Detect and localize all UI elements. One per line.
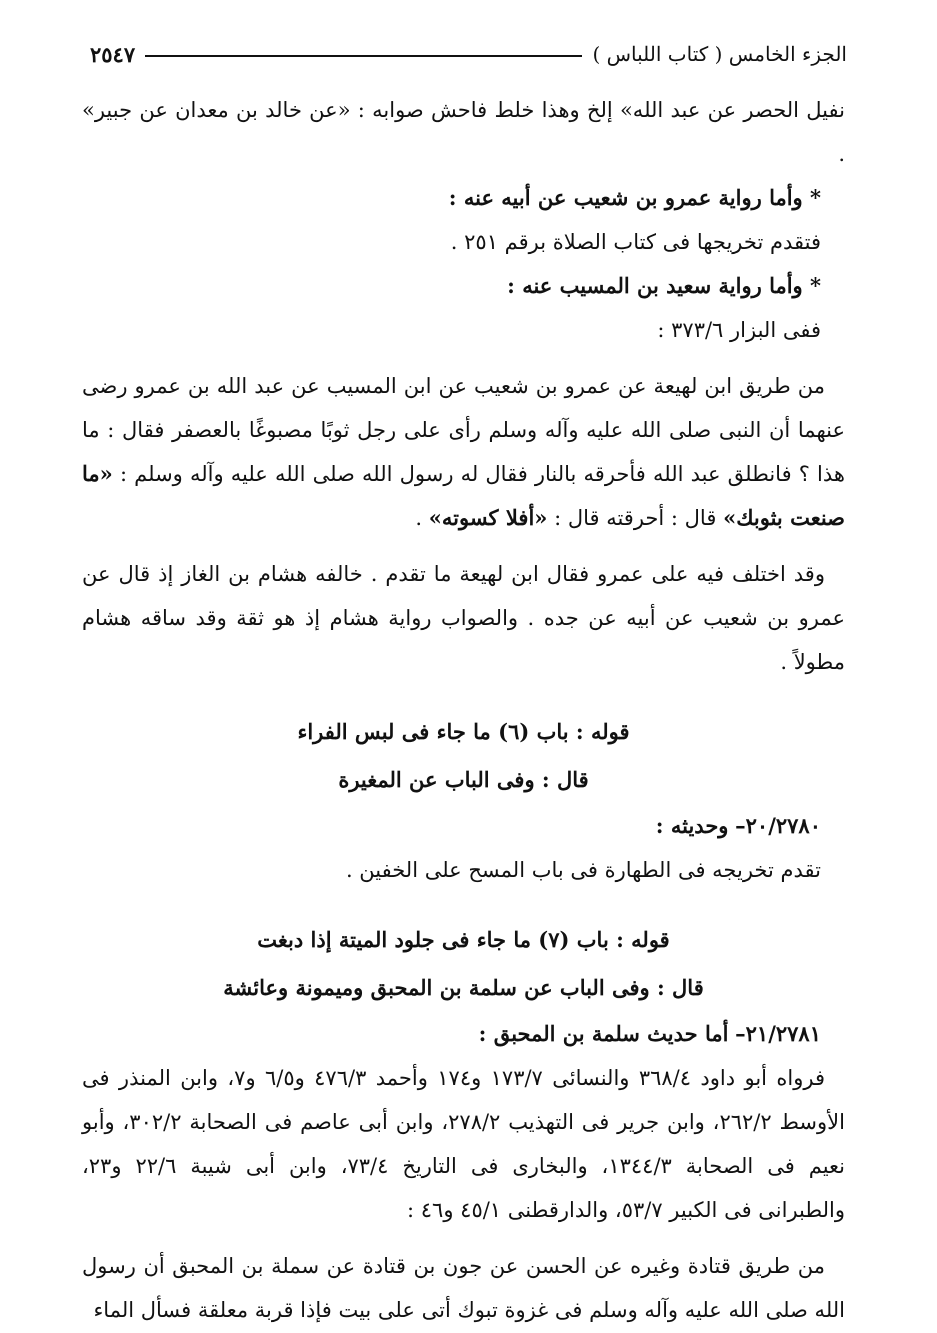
- hadith-label: أما حديث سلمة بن المحبق :: [478, 1021, 729, 1046]
- hadith-quote: «أفلا كسوته»: [428, 505, 548, 530]
- subheading: * وأما رواية عمرو بن شعيب عن أبيه عنه :: [448, 185, 821, 210]
- paragraph-text: .: [415, 506, 423, 530]
- page-header: [90, 34, 847, 74]
- paragraph-text: قال : أحرقته قال :: [554, 506, 717, 530]
- text-line: فتقدم تخريجها فى كتاب الصلاة برقم ٢٥١ .: [450, 230, 821, 254]
- paragraph: [82, 364, 845, 540]
- text-line: نفيل الحصر عن عبد الله» إلخ وهذا خلط فاحش صوابه : «عن خالد بن معدان عن جبير» .: [82, 98, 845, 166]
- paragraph: وقد اختلف فيه على عمرو فقال ابن لهيعة ما تقدم . خالفه هشام بن الغاز إذ قال عن عمرو بن شعيب عن أبيه عن جده . والصواب رواية هشام إذ هو ثقة وقد ساقه هشام مطولاً .: [82, 562, 845, 674]
- text-line: ففى البزار ٣٧٣/٦ :: [657, 318, 821, 342]
- header-rule: [145, 55, 582, 57]
- chapter-subtitle: قال : وفى الباب عن المغيرة: [338, 767, 589, 792]
- hadith-number: ٢٠/٢٧٨٠–: [735, 813, 821, 838]
- paragraph-text: من طريق ابن لهيعة عن عمرو بن شعيب عن ابن المسيب عن عبد الله بن عمرو رضى عنهما أن النبى صلى الله عليه وآله وسلم رأى على رجل ثوبًا مصبوغًا بالعصفر فقال : ما هذا ؟ فانطلق عبد الله فأحرقه بالنار فقال له رسول الله صلى الله عليه وآله وسلم :: [82, 374, 845, 486]
- hadith-heading: [82, 804, 845, 848]
- hadith-label: وحديثه :: [655, 813, 729, 838]
- chapter-subtitle: قال : وفى الباب عن سلمة بن المحبق وميمونة وعائشة: [223, 975, 704, 1000]
- chapter-title: قوله : باب (٦) ما جاء فى لبس الفراء: [297, 719, 630, 744]
- text-line: تقدم تخريجه فى الطهارة فى باب المسح على الخفين .: [345, 858, 821, 882]
- chapter-title: قوله : باب (٧) ما جاء فى جلود الميتة إذا دبغت: [257, 927, 670, 952]
- hadith-heading: [82, 1012, 845, 1056]
- running-title: الجزء الخامس ( كتاب اللباس ): [592, 42, 847, 66]
- paragraph: فرواه أبو داود ٣٦٨/٤ والنسائى ١٧٣/٧ و١٧٤ وأحمد ٤٧٦/٣ و٦/٥ و٧، وابن المنذر فى الأوسط ٢٦٢/٢، وابن جرير فى التهذيب ٢٧٨/٢، وابن أبى عاصم فى الصحابة ٣٠٢/٢، وأبو نعيم فى الصحابة ١٣٤٤/٣، والبخارى فى التاريخ ٧٣/٤، وابن أبى شيبة ٢٢/٦ و٢٣، والطبرانى فى الكبير ٥٣/٧، والدارقطنى ٤٥/١ و٤٦ :: [82, 1066, 846, 1222]
- paragraph: من طريق قتادة وغيره عن الحسن عن جون بن قتادة عن سملة بن المحبق أن رسول الله صلى الله عليه وآله وسلم فى غزوة تبوك أتى على بيت فإذا قربة معلقة فسأل الماء: [82, 1254, 845, 1322]
- hadith-number: ٢١/٢٧٨١–: [735, 1021, 821, 1046]
- subheading: * وأما رواية سعيد بن المسيب عنه :: [507, 273, 821, 298]
- page-body: [82, 88, 845, 1332]
- hadith-quote: «ما صنعت بثوبك»: [82, 461, 845, 530]
- page-number: ٢٥٤٧: [90, 41, 136, 67]
